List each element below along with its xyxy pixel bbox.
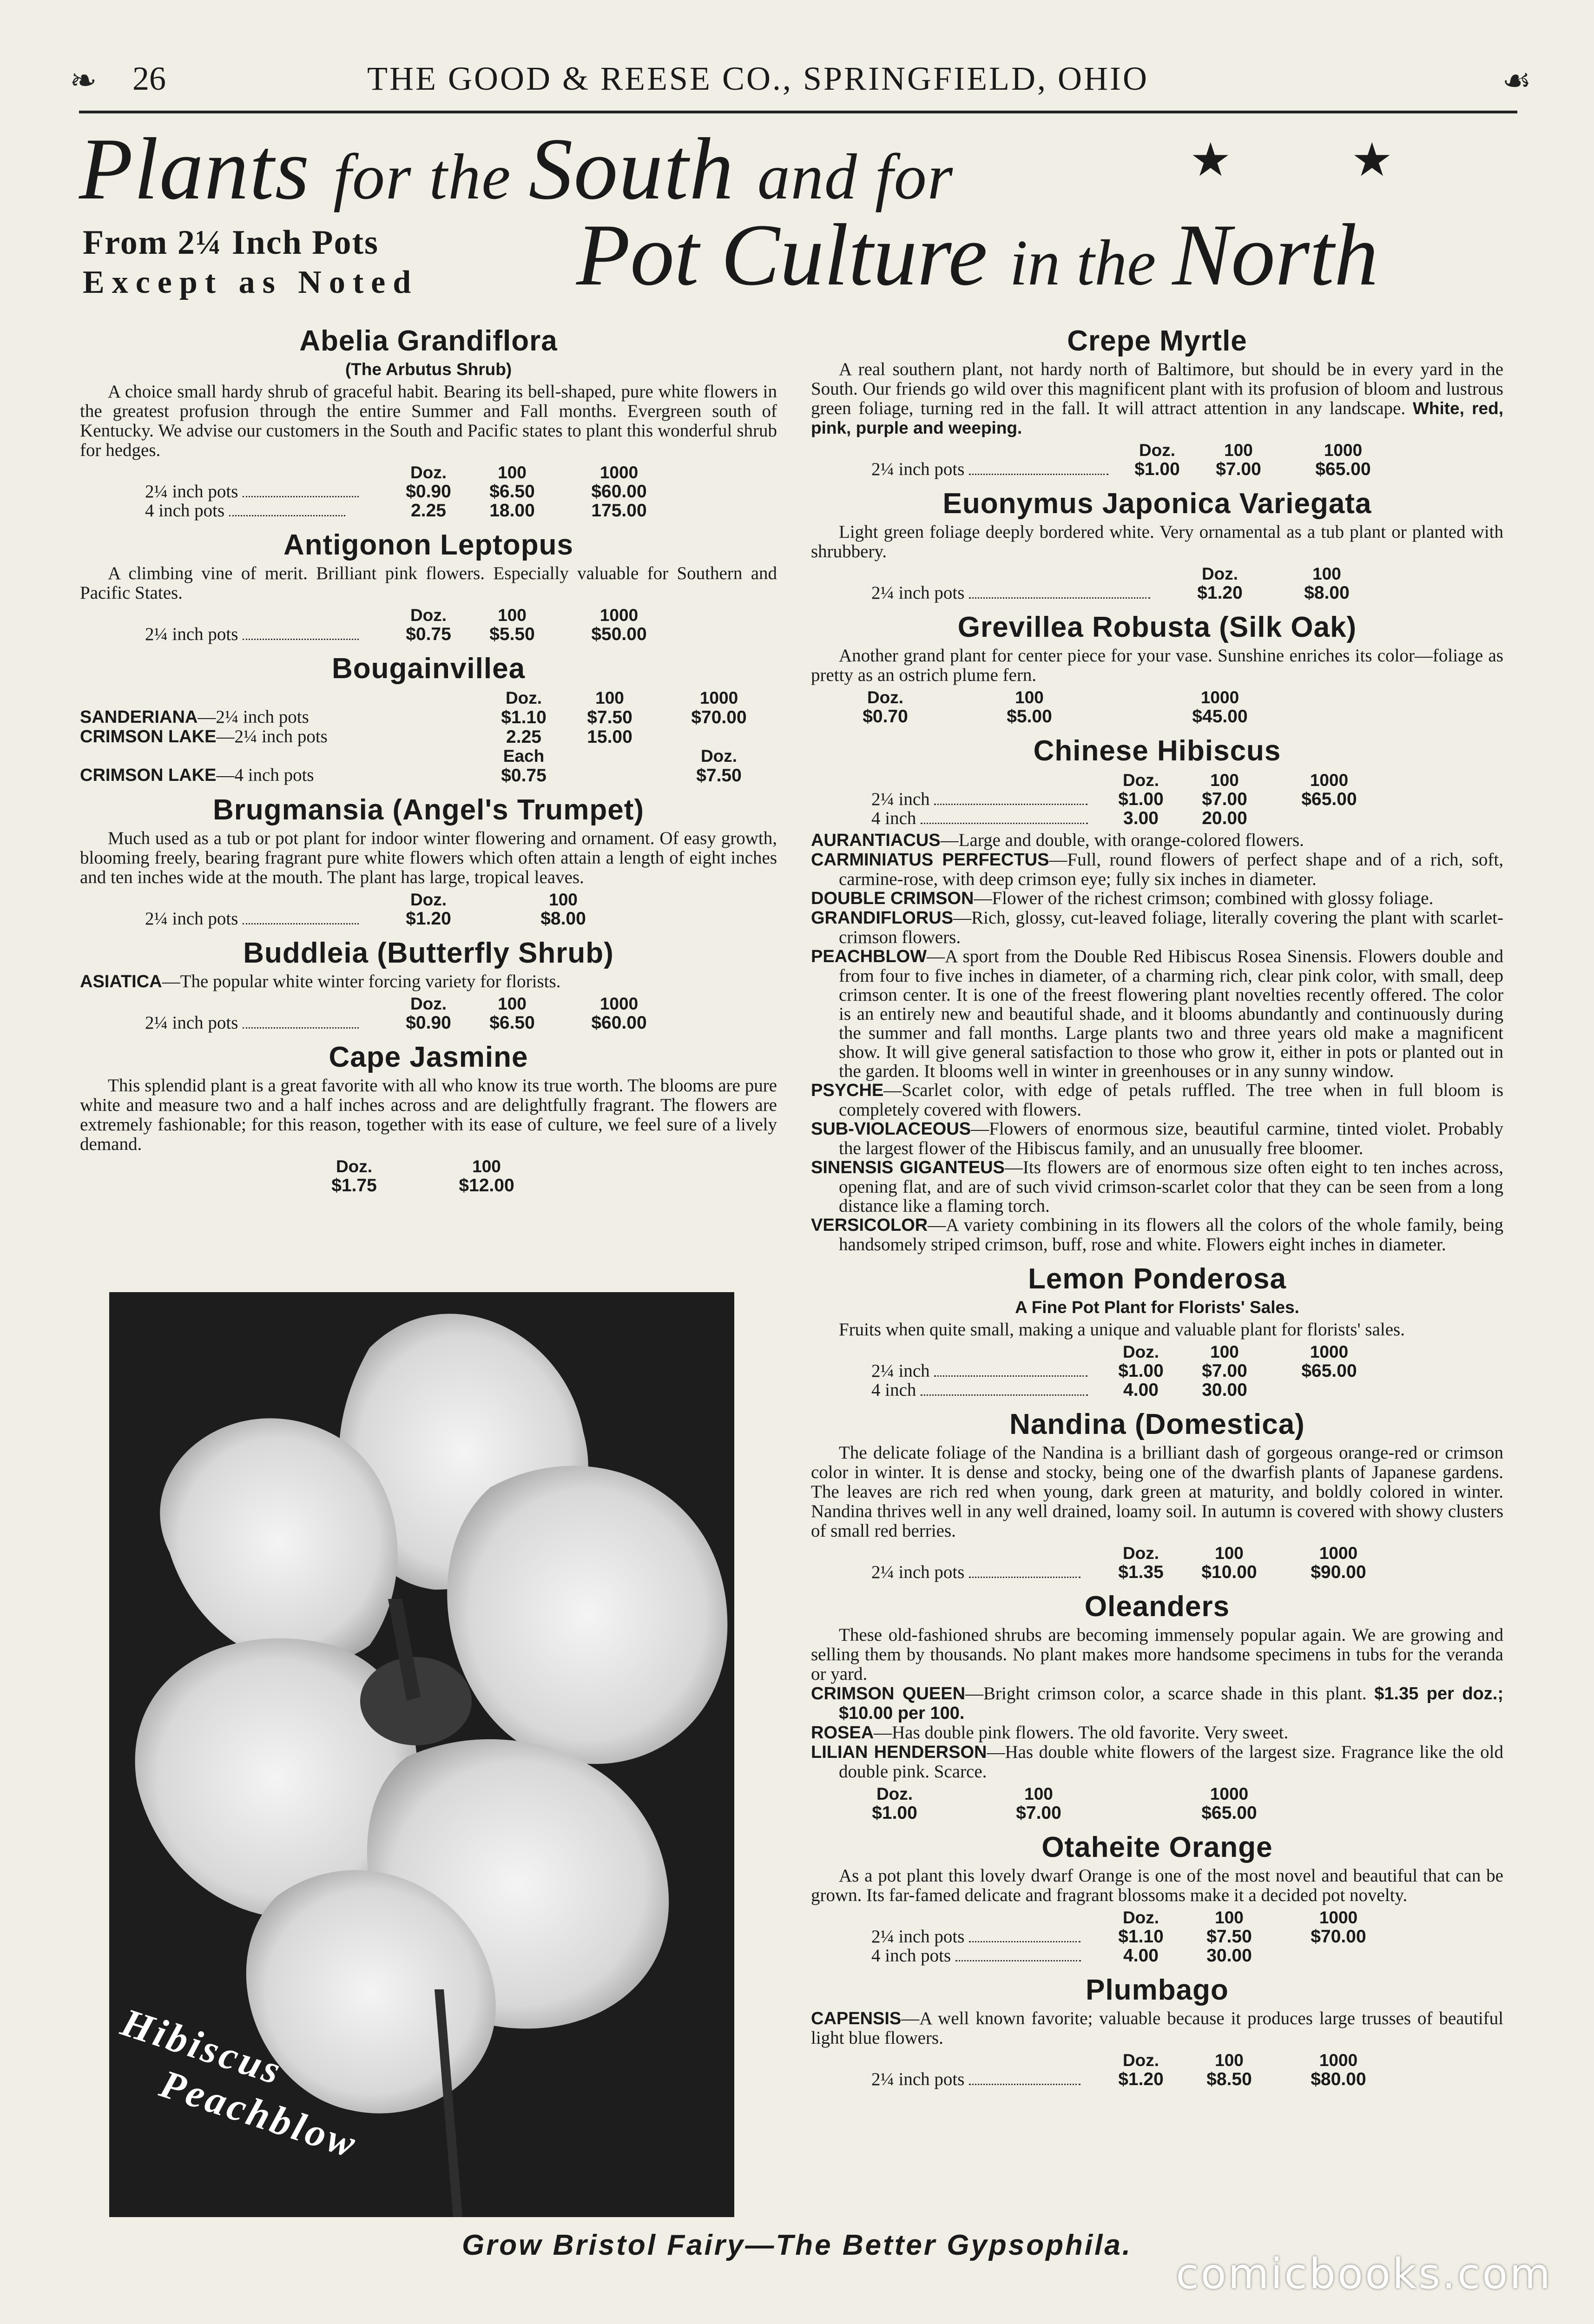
lemon-tagline: A Fine Pot Plant for Florists' Sales. (1015, 1298, 1299, 1317)
otaheite-heading: Otaheite Orange (1041, 1831, 1273, 1863)
abelia-description: A choice small hardy shrub of graceful habit. Bearing its bell-shaped, pure white flowers in the greatest profusion through the entire Summer and Fall months. Evergreen south of Kentucky. We advise our customers in the South and Pacific states to plant this wonderful shrub for hedges. (80, 382, 777, 460)
buddleia-variety: ASIATICA—The popular white winter forcing variety for florists. (80, 971, 561, 991)
bougainvillea-heading: Bougainvillea (331, 653, 526, 685)
subtitle-line-1: From 2¼ Inch Pots (83, 224, 379, 262)
brugmansia-price-table: Doz. 100 2¼ inch pots $1.20 $8.00 (145, 890, 586, 929)
oleanders-heading: Oleanders (1084, 1591, 1230, 1623)
abelia-heading: Abelia Grandiflora (299, 325, 558, 357)
header-text: THE GOOD & REESE CO., SPRINGFIELD, OHIO (367, 60, 1149, 97)
nandina-heading: Nandina (Domestica) (1009, 1408, 1305, 1440)
euonymus-description: Light green foliage deeply bordered white. Very ornamental as a tub plant or planted with shrubbery. (811, 522, 1503, 561)
right-column (811, 316, 1503, 2092)
page-number: 26 (132, 60, 166, 97)
variety-item: VERSICOLOR—A variety combining in its flowers all the colors of the whole family, being handsomely striped crimson, buff, rose and white. Flowers eight inches in diameter. (811, 1215, 1503, 1254)
footer-slogan: Grow Bristol Fairy—The Better Gypsophila. (461, 2229, 1133, 2261)
variety-item: SUB-VIOLACEOUS—Flowers of enormous size, beautiful carmine, tinted violet. Probably the largest flower of the Hibiscus family, and an unusually free bloomer. (811, 1119, 1503, 1158)
variety-item: CARMINIATUS PERFECTUS—Full, round flowers of perfect shape and of a rich, soft, carmine-rose, with deep crimson eye; fully six inches in diameter. (811, 850, 1504, 889)
jasmine-heading: Cape Jasmine (329, 1041, 528, 1073)
euonymus-heading: Euonymus Japonica Variegata (942, 488, 1372, 520)
plumbago-heading: Plumbago (1086, 1974, 1229, 2006)
jasmine-price-table: Doz. 100 $1.75 $12.00 (331, 1157, 514, 1195)
watermark: comicbooks.com (1176, 2250, 1552, 2298)
antigonon-price-table: Doz. 100 1000 2¼ inch pots $0.75 $5.50 $50.00 (145, 606, 647, 644)
hibiscus-varieties (811, 831, 1503, 1254)
bougainvillea-price-table: Doz. 100 1000 SANDERIANA—2¼ inch pots $1.10 $7.50 $70.00 CRIMSON LAKE—2¼ inch pots 2.25 15.00 Each Doz. CRIMSON LAKE—4 inch pots $0.75 $7.50 (80, 688, 747, 786)
lemon-price-table: Doz. 100 1000 2¼ inch $1.00 $7.00 $65.00 4 inch 4.00 30.00 (871, 1342, 1357, 1400)
otaheite-description: As a pot plant this lovely dwarf Orange is one of the most novel and beautiful that can be grown. Its far-famed delicate and fragrant blossoms make it a decided pot novelty. (811, 1866, 1503, 1905)
abelia-price-table: Doz. 100 1000 2¼ inch pots $0.90 $6.50 $60.00 4 inch pots 2.25 18.00 175.00 (145, 463, 647, 521)
oleander-variety: ROSEA—Has double pink flowers. The old favorite. Very sweet. (811, 1723, 1289, 1743)
photo-caption: Hibiscus Peachblow (116, 1999, 363, 2167)
subtitle-line-2: Except as Noted (83, 264, 419, 300)
variety-item: GRANDIFLORUS—Rich, glossy, cut-leaved foliage, literally covering the plant with scarlet-crimson flowers. (811, 908, 1503, 947)
page-header (70, 55, 1531, 113)
variety-item: AURANTIACUS—Large and double, with orange-colored flowers. (811, 830, 1304, 850)
plumbago-price-table: Doz. 100 1000 2¼ inch pots $1.20 $8.50 $80.00 (871, 2051, 1366, 2089)
variety-item: PSYCHE—Scarlet color, with edge of petals ruffled. The tree when in full bloom is completely covered with flowers. (811, 1080, 1503, 1120)
left-column (80, 316, 777, 1198)
jasmine-description: This splendid plant is a great favorite with all who know its true worth. The blooms are pure white and measure two and a half inches across and are delightfully fragrant. The flowers are extremely fashionable; for this reason, together with its ease of culture, we feel sure of a lively demand. (80, 1076, 777, 1154)
lemon-description: Fruits when quite small, making a unique and valuable plant for florists' sales. (839, 1320, 1405, 1340)
hibiscus-price-table: Doz. 100 1000 2¼ inch $1.00 $7.00 $65.00 4 inch 3.00 20.00 (871, 771, 1357, 828)
grevillea-heading: Grevillea Robusta (Silk Oak) (957, 611, 1357, 643)
plumbago-variety: CAPENSIS—A well known favorite; valuable because it produces large trusses of beautiful light blue flowers. (811, 2008, 1503, 2048)
star-icons: ★ ★ (1190, 134, 1393, 186)
right-ornament-icon: ☙ (1502, 61, 1531, 99)
buddleia-price-table: Doz. 100 1000 2¼ inch pots $0.90 $6.50 $60.00 (145, 994, 647, 1033)
title-line-2: Pot Culture in the North (576, 206, 1378, 304)
crepe-price-table: Doz. 100 1000 2¼ inch pots $1.00 $7.00 $65.00 (871, 441, 1371, 479)
oleanders-description: These old-fashioned shrubs are becoming immensely popular again. We are growing and selling them by thousands. No plant makes more handsome specimens in tubs for the veranda or yard. (811, 1625, 1503, 1684)
hibiscus-heading: Chinese Hibiscus (1033, 735, 1281, 767)
nandina-description: The delicate foliage of the Nandina is a brilliant dash of gorgeous orange-red or crimson color in winter. It is dense and stocky, being one of the dwarfish plants of Japanese gardens. The leaves are rich red when young, dark green at maturity, and boldly colored in winter. Nandina thrives well in any well drained, loamy soil. In autumn is covered with showy clusters of small red berries. (811, 1443, 1503, 1541)
euonymus-price-table: Doz. 100 2¼ inch pots $1.20 $8.00 (871, 564, 1350, 603)
variety-item: PEACHBLOW—A sport from the Double Red Hibiscus Rosea Sinensis. Flowers double and from four to five inches in diameter, of a charming rich, clear pink color, with small, deep crimson center. It is one of the freest flowering plant novelties recently offered. The color is an entirely new and beautiful shade, and it blooms abundantly and continuously during the summer and fall months. Large plants two and three years old make a magnificent show. It will give general satisfaction to those who grow it, either in pots or planted out in the garden. It blooms well in winter in greenhouses or in any sunny window. (811, 946, 1503, 1081)
brugmansia-description: Much used as a tub or pot plant for indoor winter flowering and ornament. Of easy growth, blooming freely, bearing fragrant pure white flowers which often attain a length of eight inches and ten inches wide at the mouth. The plant has large, tropical leaves. (80, 828, 777, 887)
abelia-alt-name: (The Arbutus Shrub) (345, 360, 512, 379)
buddleia-heading: Buddleia (Butterfly Shrub) (243, 937, 614, 969)
lemon-heading: Lemon Ponderosa (1028, 1263, 1286, 1295)
variety-item: DOUBLE CRIMSON—Flower of the richest crimson; combined with glossy foliage. (811, 888, 1434, 908)
left-ornament-icon: ❧ (70, 61, 97, 99)
crepe-heading: Crepe Myrtle (1067, 325, 1247, 357)
grevillea-description: Another grand plant for center piece for your vase. Sunshine enriches its color—foliage as pretty as an ostrich plume fern. (811, 646, 1503, 685)
variety-item: SINENSIS GIGANTEUS—Its flowers are of enormous size often eight to ten inches across, opening flat, and are of such vivid crimson-scarlet color that they can be seen from a long distance like a flaming torch. (811, 1157, 1503, 1216)
brugmansia-heading: Brugmansia (Angel's Trumpet) (212, 794, 645, 826)
oleander-variety: LILIAN HENDERSON—Has double white flowers of the largest size. Fragrance like the old double pink. Scarce. (811, 1742, 1503, 1782)
otaheite-price-table: Doz. 100 1000 2¼ inch pots $1.10 $7.50 $70.00 4 inch pots 4.00 30.00 (871, 1908, 1366, 1966)
antigonon-description: A climbing vine of merit. Brilliant pink flowers. Especially valuable for Southern and Pacific States. (80, 563, 777, 603)
antigonon-heading: Antigonon Leptopus (283, 529, 574, 561)
grevillea-price-table: Doz. 100 1000 $0.70 $5.00 $45.00 (863, 688, 1248, 726)
crepe-description: A real southern plant, not hardy north of Baltimore, but should be in every yard in the South. Our friends go wild over this magnificent plant with its profusion of bloom and lustrous green foliage, turning red in the fall. It will attract attention in any landscape. White, red, pink, purple and weeping. (811, 359, 1503, 437)
oleander-variety: CRIMSON QUEEN—Bright crimson color, a scarce shade in this plant. $1.35 per doz.; $10.00 per 100. (811, 1684, 1504, 1723)
nandina-price-table: Doz. 100 1000 2¼ inch pots $1.35 $10.00 $90.00 (871, 1544, 1366, 1582)
title-line-1: Plants for the South and for (79, 120, 954, 218)
oleanders-price-table: Doz. 100 1000 $1.00 $7.00 $65.00 (872, 1784, 1257, 1823)
